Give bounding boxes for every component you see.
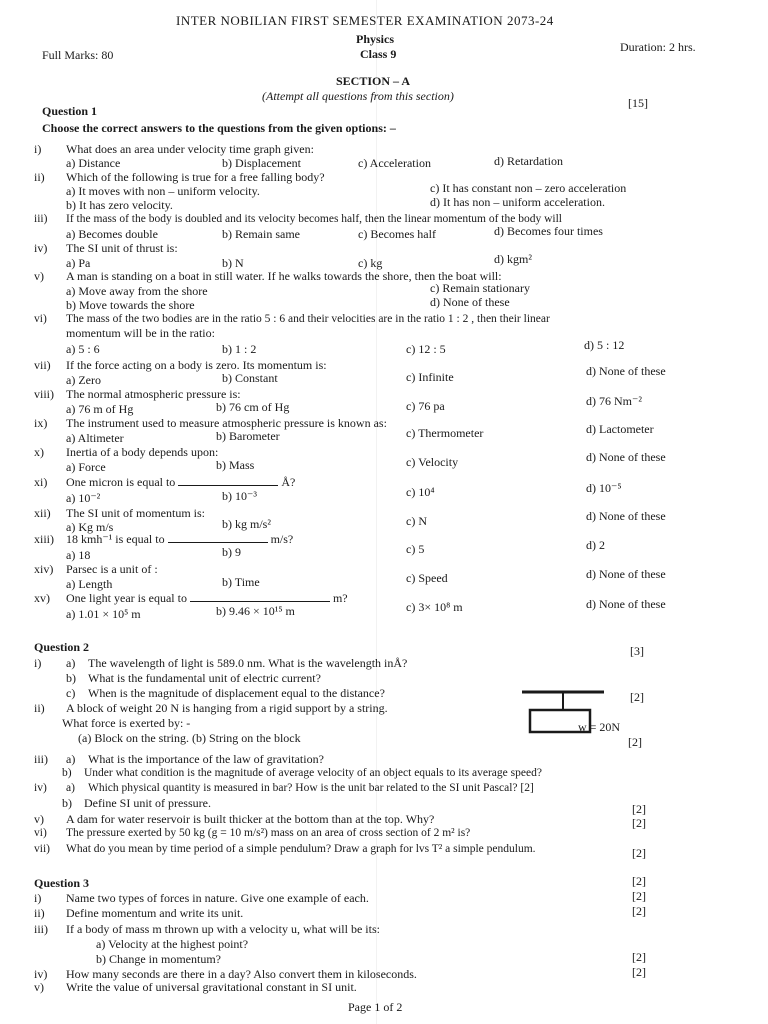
- q2-marks: [2]: [630, 690, 644, 704]
- q2-marks: [2]: [632, 802, 646, 816]
- q3-marks: [2]: [632, 904, 646, 918]
- q3-marks: [2]: [632, 874, 646, 888]
- q3-item: i) Name two types of forces in nature. Give one example of each.: [34, 891, 369, 905]
- q1-item: vi) The mass of the two bodies are in the ratio 5 : 6 and their velocities are in the ratio 1 : 2 , then their linear: [34, 313, 550, 325]
- q3-title: Question 3: [34, 876, 90, 890]
- q2-item: b) Define SI unit of pressure.: [62, 796, 211, 810]
- option-a: a) Move away from the shore: [66, 284, 208, 298]
- exam-title: INTER NOBILIAN FIRST SEMESTER EXAMINATION 2073-24: [176, 13, 554, 28]
- option-b: b) 10⁻³: [222, 489, 257, 503]
- q1-title: Question 1: [42, 104, 98, 118]
- q1-item: xv) One light year is equal to m?: [34, 591, 348, 605]
- option-d: d) It has non – uniform acceleration.: [430, 195, 605, 209]
- q2-item: vii) What do you mean by time period of a simple pendulum? Draw a graph for lvs T² a simple pendulum.: [34, 843, 536, 855]
- q1-item-continuation: momentum will be in the ratio:: [66, 326, 215, 340]
- q3-marks: [2]: [632, 965, 646, 979]
- option-b: b) 9: [222, 545, 241, 559]
- q2-item: i) a) The wavelength of light is 589.0 nm. What is the wavelength inÅ?: [34, 656, 408, 670]
- answer-blank: [168, 532, 268, 543]
- answer-blank: [190, 591, 330, 602]
- q2-item: What force is exerted by: -: [62, 716, 191, 730]
- q1-item: v) A man is standing on a boat in still water. If he walks towards the shore, then the boat will:: [34, 269, 502, 283]
- q2-item: v) A dam for water reservoir is built thicker at the bottom than at the top. Why?: [34, 812, 435, 826]
- q3-subitem: b) Change in momentum?: [96, 952, 221, 966]
- q2-item: (a) Block on the string. (b) String on the block: [78, 731, 301, 745]
- option-c: c) 10⁴: [406, 485, 435, 499]
- option-a: a) 18: [66, 548, 91, 562]
- class-label: Class 9: [360, 47, 397, 61]
- option-b: b) kg m/s²: [222, 517, 271, 531]
- q1-item: xi) One micron is equal to Å?: [34, 475, 296, 489]
- option-a: a) 10⁻²: [66, 491, 101, 505]
- option-d: d) Retardation: [494, 154, 563, 168]
- weight-label: w = 20N: [578, 720, 621, 734]
- q1-item: iii) If the mass of the body is doubled and its velocity becomes half, then the linear momentum of the body will: [34, 213, 562, 225]
- q1-item: xiii) 18 kmh⁻¹ is equal to m/s?: [34, 532, 294, 546]
- q1-item: iv) The SI unit of thrust is:: [34, 241, 178, 255]
- section-title: SECTION – A: [336, 74, 411, 88]
- option-d: d) 5 : 12: [584, 338, 625, 352]
- option-d: d) None of these: [430, 295, 510, 309]
- option-a: a) Distance: [66, 156, 121, 170]
- q1-item: viii) The normal atmospheric pressure is:: [34, 387, 241, 401]
- option-b: b) Move towards the shore: [66, 298, 195, 312]
- option-d: d) None of these: [586, 450, 666, 464]
- option-a: a) 5 : 6: [66, 342, 100, 356]
- q1-instruction: Choose the correct answers to the questions from the given options: –: [42, 121, 396, 135]
- option-a: a) 76 m of Hg: [66, 402, 134, 416]
- option-b: b) It has zero velocity.: [66, 198, 173, 212]
- option-c: c) Velocity: [406, 455, 459, 469]
- option-b: b) Constant: [222, 371, 278, 385]
- option-d: d) kgm²: [494, 252, 532, 266]
- q3-marks: [2]: [632, 950, 646, 964]
- hanging-block-diagram: [520, 688, 620, 748]
- q2-marks: [3]: [630, 644, 644, 658]
- option-d: d) Lactometer: [586, 422, 654, 436]
- paper-fold: [376, 0, 377, 1024]
- answer-blank: [178, 475, 278, 486]
- q3-subitem: a) Velocity at the highest point?: [96, 937, 249, 951]
- q3-item: iv) How many seconds are there in a day? Also convert them in kiloseconds.: [34, 967, 417, 981]
- option-b: b) Time: [222, 575, 260, 589]
- full-marks: Full Marks: 80: [42, 48, 114, 62]
- option-c: c) It has constant non – zero acceleration: [430, 181, 627, 195]
- q1-item: i) What does an area under velocity time graph given:: [34, 142, 314, 156]
- option-a: a) Length: [66, 577, 113, 591]
- option-c: c) Becomes half: [358, 227, 436, 241]
- option-d: d) None of these: [586, 509, 666, 523]
- q1-item: xii) The SI unit of momentum is:: [34, 506, 205, 520]
- option-b: b) Barometer: [216, 429, 280, 443]
- option-d: d) None of these: [586, 567, 666, 581]
- option-a: a) Force: [66, 460, 106, 474]
- option-d: d) None of these: [586, 597, 666, 611]
- option-c: c) 12 : 5: [406, 342, 446, 356]
- option-c: c) 3× 10⁸ m: [406, 600, 463, 614]
- option-c: c) 76 pa: [406, 399, 445, 413]
- option-c: c) kg: [358, 256, 383, 270]
- option-c: c) Infinite: [406, 370, 454, 384]
- option-d: d) Becomes four times: [494, 224, 603, 238]
- option-b: b) 1 : 2: [222, 342, 257, 356]
- q1-item: vii) If the force acting on a body is zero. Its momentum is:: [34, 358, 327, 372]
- option-a: a) Zero: [66, 373, 101, 387]
- q3-marks: [2]: [632, 889, 646, 903]
- q2-item: b) What is the fundamental unit of electric current?: [66, 671, 321, 685]
- option-c: c) Acceleration: [358, 156, 431, 170]
- option-d: d) None of these: [586, 364, 666, 378]
- option-b: b) N: [222, 256, 244, 270]
- q1-marks: [15]: [628, 96, 648, 110]
- q1-item: xiv) Parsec is a unit of :: [34, 562, 158, 576]
- q1-item: ix) The instrument used to measure atmospheric pressure is known as:: [34, 416, 387, 430]
- hanging-block-svg: [520, 688, 620, 748]
- page-number: Page 1 of 2: [348, 1000, 403, 1014]
- q2-item: vi) The pressure exerted by 50 kg (g = 10 m/s²) mass on an area of cross section of 2 m² is?: [34, 827, 471, 839]
- q2-item: b) Under what condition is the magnitude of average velocity of an object equals to its average speed?: [62, 767, 542, 779]
- q2-item: c) When is the magnitude of displacement equal to the distance?: [66, 686, 385, 700]
- option-d: d) 10⁻⁵: [586, 481, 622, 495]
- option-a: a) Kg m/s: [66, 520, 114, 534]
- q2-item: iii) a) What is the importance of the law of gravitation?: [34, 752, 324, 766]
- option-d: d) 76 Nm⁻²: [586, 394, 642, 408]
- q3-item: v) Write the value of universal gravitational constant in SI unit.: [34, 980, 357, 994]
- q2-item: iv) a) Which physical quantity is measured in bar? How is the unit bar related to the SI unit Pascal? [2]: [34, 782, 534, 794]
- option-a: a) 1.01 × 10⁵ m: [66, 607, 141, 621]
- q1-item: x) Inertia of a body depends upon:: [34, 445, 219, 459]
- q3-item: ii) Define momentum and write its unit.: [34, 906, 244, 920]
- option-a: a) Pa: [66, 256, 91, 270]
- option-d: d) 2: [586, 538, 605, 552]
- q2-marks: [2]: [632, 816, 646, 830]
- option-b: b) 9.46 × 10¹⁵ m: [216, 604, 295, 618]
- section-instruction: (Attempt all questions from this section): [262, 89, 454, 103]
- q2-marks: [2]: [632, 846, 646, 860]
- option-c: c) Speed: [406, 571, 448, 585]
- option-b: b) Displacement: [222, 156, 301, 170]
- duration: Duration: 2 hrs.: [620, 40, 696, 54]
- q2-marks: [2]: [628, 735, 642, 749]
- q2-title: Question 2: [34, 640, 90, 654]
- option-b: b) Mass: [216, 458, 255, 472]
- option-a: a) Altimeter: [66, 431, 124, 445]
- option-c: c) N: [406, 514, 427, 528]
- option-c: c) Thermometer: [406, 426, 484, 440]
- option-a: a) Becomes double: [66, 227, 158, 241]
- option-c: c) 5: [406, 542, 425, 556]
- option-a: a) It moves with non – uniform velocity.: [66, 184, 260, 198]
- q3-item: iii) If a body of mass m thrown up with a velocity u, what will be its:: [34, 922, 380, 936]
- q2-item: ii) A block of weight 20 N is hanging from a rigid support by a string.: [34, 701, 388, 715]
- q1-item: ii) Which of the following is true for a free falling body?: [34, 170, 325, 184]
- option-c: c) Remain stationary: [430, 281, 530, 295]
- subject: Physics: [356, 32, 395, 46]
- option-b: b) 76 cm of Hg: [216, 400, 290, 414]
- option-b: b) Remain same: [222, 227, 300, 241]
